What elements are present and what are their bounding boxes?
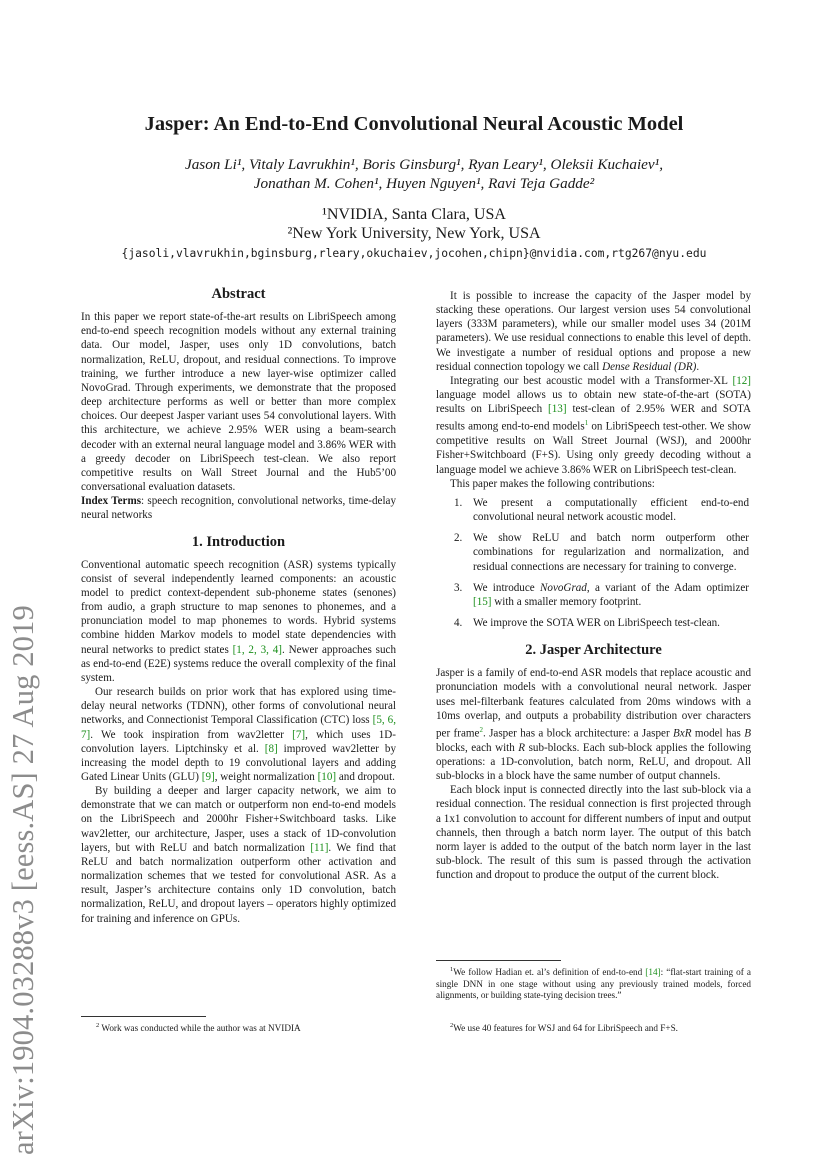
abstract-heading: Abstract bbox=[211, 286, 266, 302]
author-line-1: Jason Li¹, Vitaly Lavrukhin¹, Boris Ginsburg¹, Ryan Leary¹, Oleksii Kuchaiev¹, bbox=[184, 156, 664, 173]
intro-heading: 1. Introduction bbox=[191, 533, 286, 550]
right-p1-text-a: It is possible to increase the capacity of the Jasper model by stacking these operations. Our largest version uses 54 convolutional layers (333M parameters), while our smaller model uses 34 (201M parameters). We use residual connections to enable this level of depth. We investigate a number of residual options and propose a new residual connection topology we call bbox=[436, 290, 751, 373]
intro-p2-text-b: . We took inspiration from wav2letter bbox=[90, 728, 293, 741]
list-number: 1. bbox=[454, 496, 463, 509]
footnote-2 bbox=[436, 1020, 751, 1035]
citation-link[interactable]: [15] bbox=[473, 595, 492, 608]
intro-p2-text-e: , weight normalization bbox=[214, 771, 318, 783]
index-terms-label: Index Terms bbox=[81, 495, 142, 508]
list-item bbox=[436, 581, 751, 609]
intro-p3-text-b: . We find that ReLU and batch normalization outperform other activation and normalization schemes that we tested for convolutional ASR. As a result, Jasper’s architecture contains only 1D convolution, batch normalization, ReLU, and dropout layers – operators highly optimized for training and inference on GPUs. bbox=[81, 841, 396, 925]
citation-link[interactable]: [12] bbox=[732, 374, 751, 387]
paper-title: Jasper: An End-to-End Convolutional Neural Acoustic Model bbox=[144, 113, 684, 135]
dense-residual-term: Dense Residual (DR) bbox=[602, 360, 697, 373]
list-item-text: We improve the SOTA WER on LibriSpeech test-clean. bbox=[473, 616, 720, 629]
citation-link[interactable]: [9] bbox=[201, 771, 215, 783]
right-column bbox=[436, 289, 751, 882]
intro-p1-text-a: Conventional automatic speech recognition (ASR) systems typically consist of several independently learned components: an acoustic model to predict context-dependent sub-phoneme states (senones) from audio, a graph structure to map senones to phonemes, and a pronunciation model to map phonemes to words. Hybrid systems combine hidden Markov models to model state dependencies with neural networks to predict states bbox=[81, 558, 396, 656]
intro-p2-text-c: , which uses 1D-convolution layers. Liptchinsky et al. bbox=[81, 728, 396, 755]
footnote-rule-right bbox=[436, 960, 561, 961]
footnote-1-text-b: : “flat-start training of a single DNN in one stage without using any previously trained models, forced alignments, or building state-tying decision trees.” bbox=[436, 967, 751, 1001]
citation-link[interactable]: [7] bbox=[292, 728, 306, 741]
novograd-term: NovoGrad bbox=[540, 581, 587, 594]
footnote-left bbox=[96, 1020, 396, 1035]
citation-link[interactable]: [11] bbox=[310, 841, 329, 854]
intro-p2-text-f: and dropout. bbox=[336, 771, 395, 783]
citation-link[interactable]: [10] bbox=[317, 771, 337, 783]
list-item bbox=[436, 531, 751, 573]
contributions-list bbox=[436, 496, 751, 630]
arch-p1-text-e: sub-blocks. Each sub-block applies the following operations: a 1D-convolution, batch norm, ReLU, and dropout. All sub-blocks in a block have the same number of output channels. bbox=[436, 741, 751, 783]
right-p2-text-c: test-clean of 2.95% WER and SOTA results among end-to-end models bbox=[436, 403, 751, 434]
footnote-left-text: Work was conducted while the author was at NVIDIA bbox=[99, 1023, 301, 1034]
left-column bbox=[81, 287, 396, 926]
r-symbol: R bbox=[518, 741, 526, 754]
footnote-mark: 2 bbox=[450, 1022, 454, 1029]
list-item bbox=[436, 496, 751, 524]
b-symbol: B bbox=[744, 727, 751, 740]
author-emails: {jasoli,vlavrukhin,bginsburg,rleary,okuchaiev,jocohen,chipn}@nvidia.com,rtg267@nyu.edu bbox=[121, 247, 707, 260]
index-terms-text: : speech recognition, convolutional networks, time-delay neural networks bbox=[81, 495, 396, 522]
list-item-text: We introduce bbox=[473, 581, 541, 594]
intro-p2-text-a: Our research builds on prior work that has explored using time-delay neural networks (TDNN), other forms of convolutional neural networks, and Connectionist Temporal Classification (CTC) loss bbox=[81, 686, 396, 727]
right-p1-text-b: . bbox=[696, 360, 700, 373]
right-paragraph-3: This paper makes the following contributions: bbox=[450, 477, 655, 490]
citation-link[interactable]: [14] bbox=[645, 967, 661, 978]
affiliation-nvidia: ¹NVIDIA, Santa Clara, USA bbox=[322, 206, 506, 223]
footnote-mark: 1 bbox=[450, 966, 454, 973]
right-paragraph-2 bbox=[436, 374, 751, 477]
architecture-heading: 2. Jasper Architecture bbox=[525, 642, 662, 659]
right-p2-text-d: on LibriSpeech test-other. We show competitive results on Wall Street Journal (WSJ), and 2000hr Fisher+Switchboard (F+S). Using only greedy decoding without a language model we achieve 3.86% WER on LibriSpeech test-clean. bbox=[436, 421, 751, 476]
intro-p2-text-d: improved wav2letter by increasing the model depth to 19 convolutional layers and adding Gated Linear Units (GLU) bbox=[81, 742, 397, 783]
right-p2-text-b: language model allows us to obtain new state-of-the-art (SOTA) results on LibriSpeech bbox=[436, 389, 751, 416]
intro-paragraph-1 bbox=[81, 558, 396, 685]
intro-p1-text-b: . Newer approaches such as end-to-end (E2E) systems reduce the overall complexity of the final system. bbox=[81, 643, 397, 684]
intro-paragraph-2 bbox=[81, 685, 396, 784]
arch-paragraph-1 bbox=[436, 666, 751, 783]
footnote-mark: 2 bbox=[96, 1022, 100, 1029]
arch-p1-text-b: . Jasper has a block architecture: a Jasper bbox=[482, 727, 674, 740]
intro-paragraph-3 bbox=[81, 784, 396, 926]
list-item-text: We show ReLU and batch norm outperform other combinations for regularization and normalization, and residual connections are necessary for training to converge. bbox=[473, 532, 749, 573]
intro-p3-text-a: By building a deeper and larger capacity network, we aim to demonstrate that we can match or outperform non end-to-end models on the LibriSpeech and 2000hr Fisher+Switchboard tasks. Like wav2letter, our architecture, Jasper, uses a stack of 1D-convolution layers, but with ReLU and batch normalization bbox=[81, 785, 396, 854]
affiliation-nyu: ²New York University, New York, USA bbox=[287, 225, 541, 242]
footnote-1-text-a: We follow Hadian et. al’s definition of end-to-end bbox=[453, 967, 646, 978]
list-item-text: with a smaller memory footprint. bbox=[491, 595, 642, 608]
arch-p1-text-c: model has bbox=[691, 727, 745, 740]
list-item-text: , a variant of the Adam optimizer bbox=[586, 581, 749, 594]
list-number: 4. bbox=[454, 616, 463, 629]
author-line-2: Jonathan M. Cohen¹, Huyen Nguyen¹, Ravi Teja Gadde² bbox=[253, 175, 595, 192]
citation-link[interactable]: [8] bbox=[264, 742, 278, 755]
list-number: 3. bbox=[454, 581, 463, 594]
footnote-ref-link[interactable]: 2 bbox=[479, 725, 483, 734]
arch-paragraph-2: Each block input is connected directly into the last sub-block via a residual connection. The residual connection is first projected through a 1x1 convolution to account for different numbers of input and output channels, then through a batch norm layer. The output of this batch norm layer is added to the output of the batch norm layer in the last sub-block. The result of this sum is passed through the activation function and dropout to produce the output of the current block. bbox=[436, 784, 751, 882]
arxiv-identifier-stamp: arXiv:1904.03288v3 [eess.AS] 27 Aug 2019 bbox=[6, 605, 40, 1155]
list-item bbox=[436, 616, 751, 630]
abstract-text: In this paper we report state-of-the-art results on LibriSpeech among end-to-end speech recognition models without any external training data. Our model, Jasper, uses only 1D convolutions, batch normalization, ReLU, dropout, and residual connections. To improve training, we further introduce a new layer-wise optimizer called NovoGrad. Through experiments, we demonstrate that the proposed deep architecture performs as well or better than more complex choices. Our deepest Jasper variant uses 54 convolutional layers. With this architecture, we achieve 2.95% WER using a beam-search decoder with an external neural language model and 3.86% WER with a greedy decoder on LibriSpeech test-clean. We also report competitive results on Wall Street Journal and the Hub5’00 conversational evaluation datasets. bbox=[81, 311, 396, 494]
arch-p1-text-d: blocks, each with bbox=[436, 741, 519, 754]
citation-link[interactable]: [1, 2, 3, 4] bbox=[232, 643, 282, 656]
bxr-symbol: BxR bbox=[673, 727, 692, 740]
footnote-ref-link[interactable]: 1 bbox=[584, 419, 589, 428]
footnote-2-text: We use 40 features for WSJ and 64 for LibriSpeech and F+S. bbox=[453, 1023, 678, 1034]
citation-link[interactable]: [5, 6, 7] bbox=[81, 714, 396, 741]
footnote-1 bbox=[436, 964, 751, 1002]
list-item-text: We present a computationally efficient end-to-end convolutional neural network acoustic model. bbox=[473, 496, 749, 524]
right-p2-text-a: Integrating our best acoustic model with a Transformer-XL bbox=[450, 374, 733, 387]
index-terms bbox=[81, 494, 396, 522]
citation-link[interactable]: [13] bbox=[548, 403, 567, 416]
footnote-rule-left bbox=[81, 1016, 206, 1017]
list-number: 2. bbox=[454, 532, 463, 545]
author-list bbox=[100, 155, 748, 193]
right-paragraph-1 bbox=[436, 289, 751, 374]
arch-p1-text-a: Jasper is a family of end-to-end ASR models that replace acoustic and pronunciation models with a convolutional neural network. Jasper uses mel-filterbank features calculated from 20ms windows with a 10ms overlap, and outputs a probability distribution over characters per frame bbox=[436, 667, 751, 740]
